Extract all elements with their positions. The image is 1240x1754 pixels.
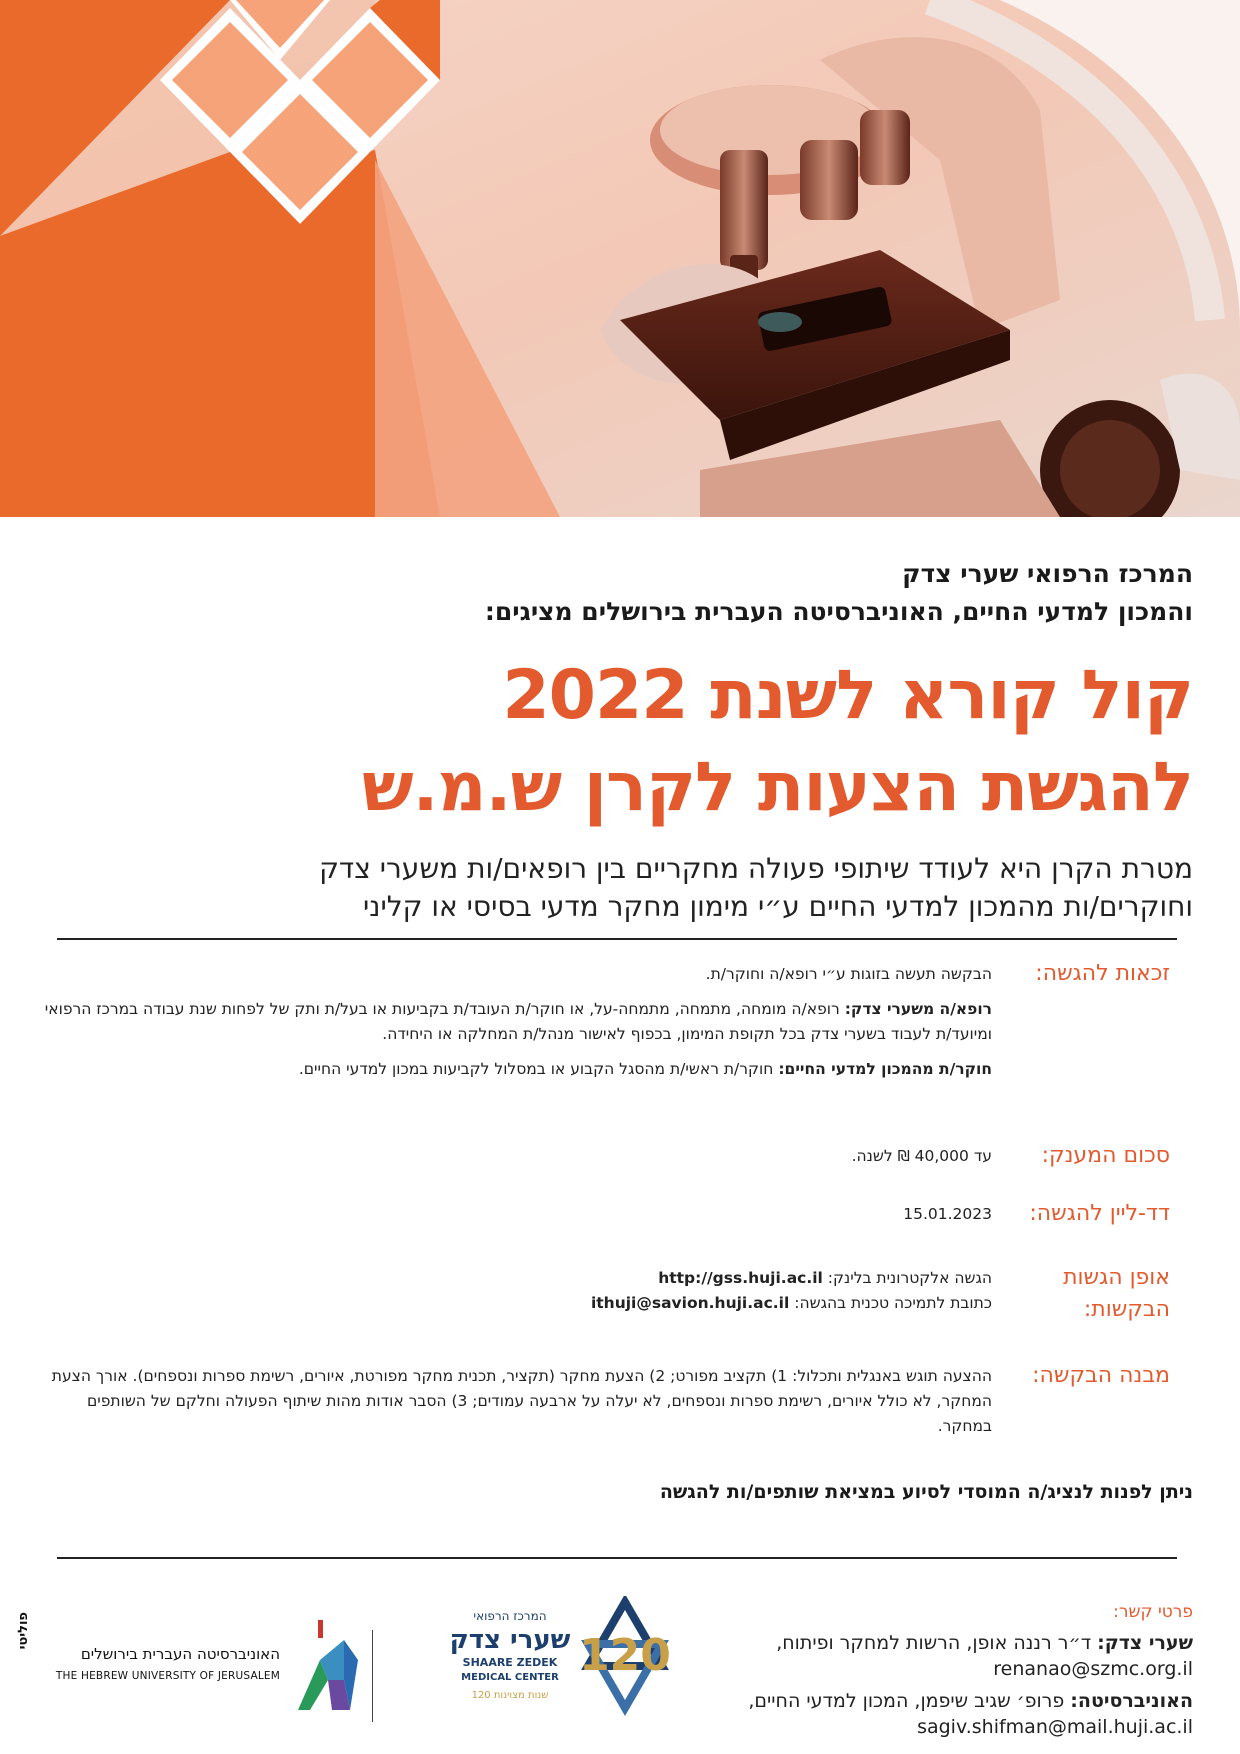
shaare-zedek-logo <box>400 1596 670 1728</box>
hebrew-university-logo <box>50 1620 380 1720</box>
deadline-value: 15.01.2023 <box>903 1205 992 1223</box>
contact-title: פרטי קשר: <box>1113 1602 1193 1622</box>
eligibility-body <box>42 962 992 1092</box>
grant-value: עד 40,000 ₪ לשנה. <box>851 1147 992 1165</box>
divider-top <box>57 938 1177 940</box>
contact-sz-text: ד״ר רננה אופן, הרשות למחקר ופיתוח, <box>776 1632 1092 1654</box>
grant-label: סכום המענק: <box>1041 1143 1170 1168</box>
sz-en-1: SHAARE ZEDEK <box>462 1656 558 1669</box>
submission-section <box>50 1262 1170 1352</box>
huji-name-english: THE HEBREW UNIVERSITY OF JERUSALEM <box>55 1670 280 1682</box>
purpose-statement <box>43 850 1193 926</box>
eligibility-section <box>44 958 1170 1118</box>
deadline-section <box>50 1198 1170 1238</box>
contact-sz-line <box>723 1630 1193 1656</box>
submission-link-text: הגשה אלקטרונית בלינק: <box>827 1269 992 1287</box>
hero-image <box>0 0 1240 517</box>
huji-emblem-icon <box>288 1620 368 1720</box>
presenters-line-1: המרכז הרפואי שערי צדק <box>902 559 1193 588</box>
contact-uni-text: פרופ׳ שגיב שיפמן, המכון למדעי החיים, <box>748 1690 1065 1712</box>
grant-section <box>50 1140 1170 1180</box>
purpose-line-1: מטרת הקרן היא לעודד שיתופי פעולה מחקריים בין רופאים/ות משערי צדק <box>319 852 1193 885</box>
submission-label-line-2: הבקשות: <box>1083 1297 1170 1322</box>
submission-support-line <box>42 1291 992 1316</box>
submission-support-text: כתובת לתמיכה טכנית בהגשה: <box>794 1294 992 1312</box>
eligibility-doctor <box>42 997 992 1047</box>
researcher-text: חוקר/ת ראשי/ת מהסגל הקבוע או במסלול לקביעות במכון למדעי החיים. <box>298 1060 774 1078</box>
submission-body <box>42 1266 992 1316</box>
microscope-photo <box>0 0 1240 517</box>
submission-label <box>1020 1262 1170 1326</box>
submission-label-line-1: אופן הגשות <box>1063 1265 1170 1290</box>
doctor-text: רופא/ה מומחה, מתמחה, מתמחה-על, או חוקר/ת העובד/ת בקביעות או בעל/ת ותק של לפחות שנת עבודה במרכז הרפואי ומיועד/ת לעבוד בשערי צדק בכל תקופת המימון, בכפוף לאישור מנהל/ת המחלקה או היחידה. <box>44 1000 992 1043</box>
presenters-line-2: והמכון למדעי החיים, האוניברסיטה העברית בירושלים מציגים: <box>484 597 1193 626</box>
structure-text: ההצעה תוגש באנגלית ותכלול: 1) תקציב מפורט; 2) הצעת מחקר (תקציר, תכנית מחקר מפורטת, איורים, רשימת ספרות ונספחים). אורך הצעת המחקר, לא כולל איורים, רשימת ספרות ונספחים, לא יעלה על ארבעה עמודים; 3) הסבר אודות מהות שיתוף הפעולה וחלקם של השותפים במחקר. <box>51 1367 992 1435</box>
support-email-link[interactable]: ithuji@savion.huji.ac.il <box>590 1294 790 1312</box>
contact-uni-label: האוניברסיטה: <box>1070 1690 1193 1712</box>
contact-sz-email[interactable]: renanao@szmc.org.il <box>993 1658 1193 1680</box>
structure-section <box>50 1360 1170 1460</box>
contact-section <box>723 1600 1193 1746</box>
headline-line-1: קול קורא לשנת 2022 <box>502 656 1193 735</box>
eligibility-intro: הבקשה תעשה בזוגות ע״י רופא/ה וחוקר/ת. <box>705 965 992 983</box>
purpose-line-2: וחוקרים/ות מהמכון למדעי החיים ע״י מימון מחקר מדעי בסיסי או קליני <box>363 890 1193 923</box>
eligibility-researcher <box>42 1057 992 1082</box>
page-title <box>43 650 1193 834</box>
divider-bottom <box>57 1557 1177 1559</box>
submission-link[interactable]: http://gss.huji.ac.il <box>658 1269 823 1287</box>
huji-name-hebrew: האוניברסיטה העברית בירושלים <box>80 1645 280 1663</box>
headline-line-2: להגשת הצעות לקרן ש.מ.ש <box>362 748 1193 827</box>
sz-he-big: שערי צדק <box>449 1625 571 1655</box>
doctor-label: רופא/ה משערי צדק: <box>844 1000 992 1018</box>
eligibility-label: זכאות להגשה: <box>1035 961 1170 986</box>
sz-he-small: המרכז הרפואי <box>473 1609 547 1623</box>
contact-sz-label: שערי צדק: <box>1097 1632 1193 1654</box>
sz-120-text: 120 <box>579 1630 670 1681</box>
presenters <box>93 555 1193 631</box>
star-of-david-icon <box>400 1596 670 1728</box>
submission-link-line <box>42 1266 992 1291</box>
printer-credit: פוליטי <box>16 1612 31 1650</box>
structure-label: מבנה הבקשה: <box>1032 1363 1170 1388</box>
contact-uni-email[interactable]: sagiv.shifman@mail.huji.ac.il <box>917 1716 1193 1738</box>
sz-en-2: MEDICAL CENTER <box>461 1672 559 1683</box>
researcher-label: חוקר/ת מהמכון למדעי החיים: <box>778 1060 992 1078</box>
sz-years: 120 שנות מצוינות <box>471 1690 549 1701</box>
contact-uni-line <box>723 1688 1193 1714</box>
assist-note: ניתן לפנות לנציג/ה המוסדי לסיוע במציאת שותפים/ות להגשה <box>659 1481 1193 1503</box>
deadline-label: דד-ליין להגשה: <box>1029 1201 1170 1226</box>
